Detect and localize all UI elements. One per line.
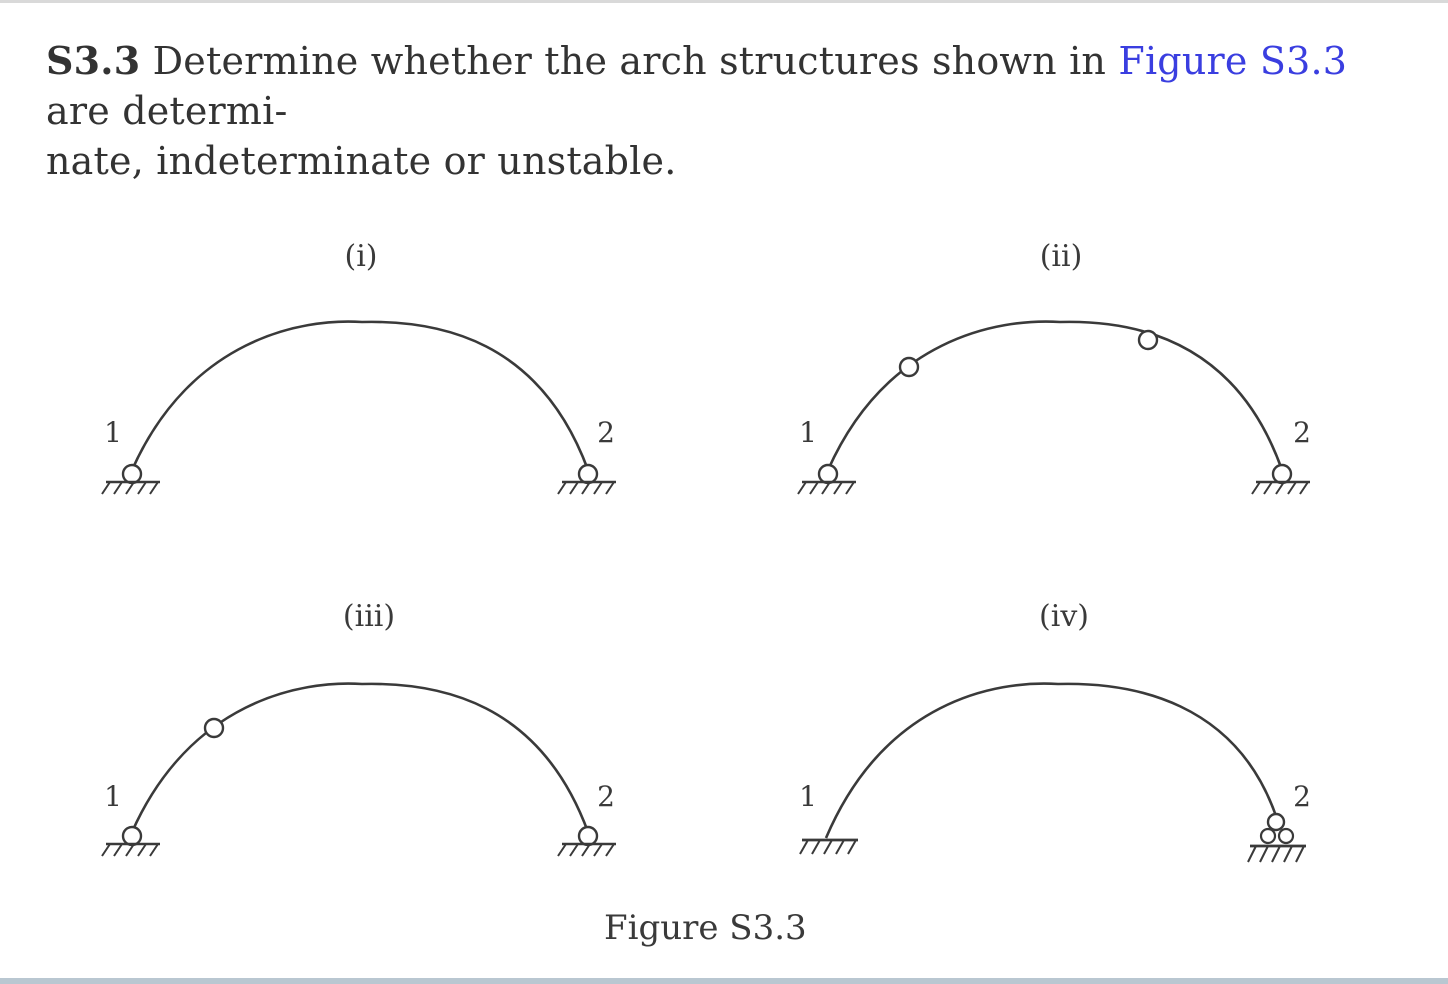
arch-member: [132, 322, 588, 470]
arch-member: [826, 684, 1276, 838]
pin-support-left: [102, 465, 160, 494]
bottom-border: [0, 978, 1448, 984]
node-label-1: 1: [799, 780, 817, 813]
node-label-1: 1: [104, 780, 122, 813]
node-label-1: 1: [104, 416, 122, 449]
problem-text-line2: nate, indeterminate or unstable.: [46, 139, 677, 183]
panel-iv: [799, 599, 1311, 862]
node-label-2: 2: [597, 780, 615, 813]
arch-member: [132, 684, 588, 832]
panel-label: (iv): [1039, 599, 1089, 634]
panel-label: (iii): [342, 599, 396, 634]
node-label-2: 2: [597, 416, 615, 449]
roller-support-right: [1248, 814, 1306, 862]
pin-support-right: [1252, 465, 1310, 494]
arch-member: [828, 322, 1282, 470]
fixed-support-left: [800, 840, 858, 854]
panel-label: (i): [344, 239, 378, 274]
node-label-2: 2: [1293, 416, 1311, 449]
problem-number: S3.3: [46, 38, 141, 83]
internal-hinge: [1139, 331, 1157, 349]
problem-text-start: Determine whether the arch structures shown in: [152, 39, 1107, 83]
pin-support-right: [558, 465, 616, 494]
internal-hinge: [205, 719, 223, 737]
problem-text-end: are determi-: [46, 89, 288, 133]
node-label-2: 2: [1293, 780, 1311, 813]
pin-support-left: [798, 465, 856, 494]
panel-iii: [102, 599, 616, 856]
figure-link[interactable]: Figure S3.3: [1118, 39, 1348, 83]
pin-support-left: [102, 827, 160, 856]
panel-ii: [798, 239, 1311, 494]
figure-caption: Figure S3.3: [604, 908, 807, 948]
internal-hinge: [900, 358, 918, 376]
node-label-1: 1: [799, 416, 817, 449]
pin-support-right: [558, 827, 616, 856]
panel-i: [102, 239, 616, 494]
panel-label: (ii): [1039, 239, 1083, 274]
